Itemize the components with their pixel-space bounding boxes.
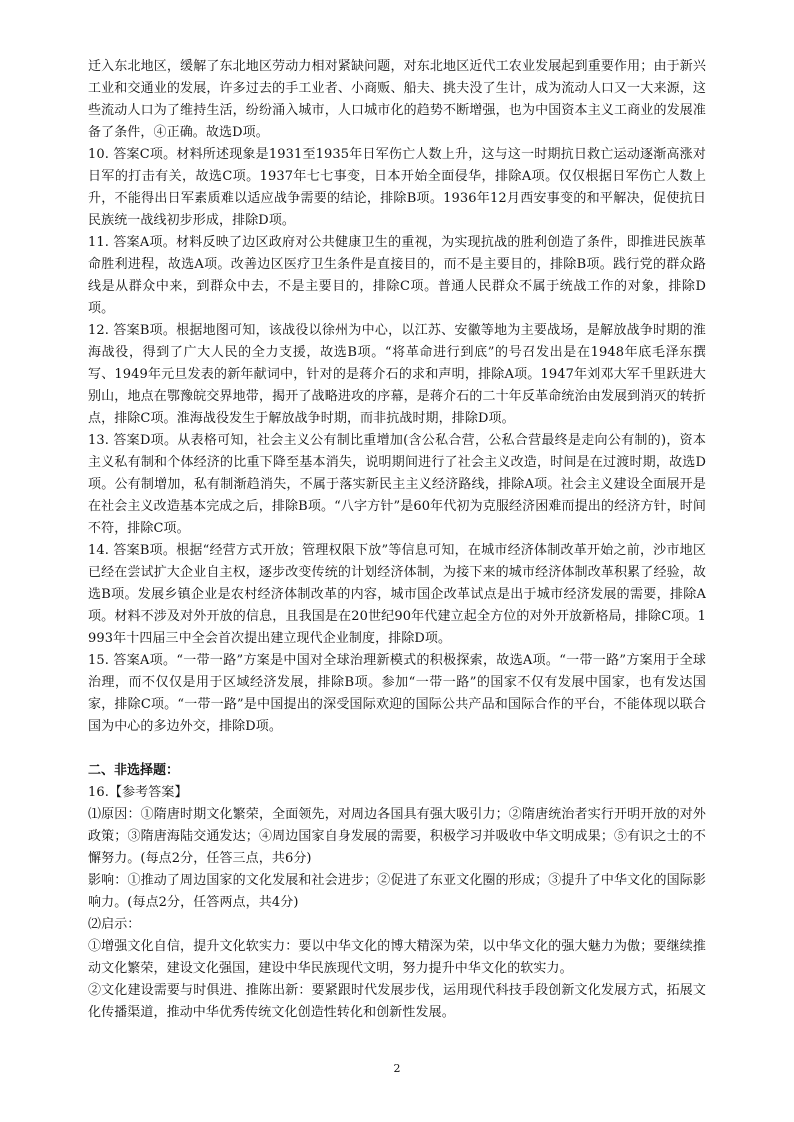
answer-13: 13. 答案D项。从表格可知，社会主义公有制比重增加(含公私合营，公私合营最终是走向公有制的)，资本主义私有制和个体经济的比重下降至基本消失，说明期间进行了社会主义改造，时间是在过渡时期，故选D项。公有制增加，私有制渐趋消失，不属于落实新民主主义经济路线，排除A项。社会主义建设全面展开是在社会主义改造基本完成之后，排除B项。“八字方针”是60年代初为克服经济困难而提出的经济方针，时间不符，排除C项。 — [88, 433, 706, 536]
answer-16-insight-1: ①增强文化自信，提升文化软实力：要以中华文化的博大精深为荣，以中华文化的强大魅力为傲；要继续推动文化繁荣，建设文化强国，建设中华民族现代文明，努力提升中华文化的软实力。 — [88, 939, 706, 976]
answer-16-insight-2: ②文化建设需要与时俱进、推陈出新：要紧跟时代发展步伐，运用现代科技手段创新文化发展方式，拓展文化传播渠道，推动中华优秀传统文化创造性转化和创新性发展。 — [88, 983, 706, 1020]
answer-14: 14. 答案B项。根据“经营方式开放；管理权限下放”等信息可知，在城市经济体制改革开始之前，沙市地区已经在尝试扩大企业自主权，逐步改变传统的计划经济体制，为接下来的城市经济体制改革积累了经验，故选B项。发展乡镇企业是农村经济体制改革的内容，城市国企改革试点是出于城市经济发展的需要，排除A项。材料不涉及对外开放的信息，且我国是在20世纪90年代建立起全方位的对外开放新格局，排除C项。1993年十四届三中全会首次提出建立现代企业制度，排除D项。 — [88, 543, 706, 646]
answer-16-impact: 影响：①推动了周边国家的文化发展和社会进步；②促进了东亚文化圈的形成；③提升了中华文化的国际影响力。(每点2分，任答两点，共4分) — [88, 873, 706, 910]
answer-11: 11. 答案A项。材料反映了边区政府对公共健康卫生的重视，为实现抗战的胜利创造了条件，即推进民族革命胜利进程，故选A项。改善边区医疗卫生条件是直接目的，而不是主要目的，排除B项。践行党的群众路线是从群众中来，到群众中去，不是主要目的，排除C项。普通人民群众不属于统战工作的对象，排除D项。 — [88, 235, 706, 316]
answer-16-insight-heading: ⑵启示： — [88, 917, 141, 932]
page-content — [88, 56, 706, 1024]
section-title: 二、非选择题： — [88, 763, 180, 778]
answer-12: 12. 答案B项。根据地图可知，该战役以徐州为中心，以江苏、安徽等地为主要战场，是解放战争时期的淮海战役，得到了广大人民的全力支援，故选B项。“将革命进行到底”的号召发出是在1948年底毛泽东撰写、1949年元旦发表的新年献词中，针对的是蒋介石的求和声明，排除A项。1947年刘邓大军千里跃进大别山，地点在鄂豫皖交界地带，揭开了战略进攻的序幕，是蒋介石的二十年反革命统治由发展到消灭的转折点，排除C项。淮海战役发生于解放战争时期，而非抗战时期，排除D项。 — [88, 323, 706, 426]
page-number: 2 — [393, 1062, 401, 1075]
answer-16-reasons: ⑴原因：①隋唐时期文化繁荣，全面领先，对周边各国具有强大吸引力；②隋唐统治者实行开明开放的对外政策；③隋唐海陆交通发达；④周边国家自身发展的需要，积极学习并吸收中华文明成果；⑤有识之士的不懈努力。(每点2分，任答三点，共6分) — [88, 807, 706, 866]
answer-10: 10. 答案C项。材料所述现象是1931至1935年日军伤亡人数上升，这与这一时期抗日救亡运动逐渐高涨对日军的打击有关，故选C项。1937年七七事变，日本开始全面侵华，排除A项。仅仅根据日军伤亡人数上升，不能得出日军素质难以适应战争需要的结论，排除B项。1936年12月西安事变的和平解决，促使抗日民族统一战线初步形成，排除D项。 — [88, 147, 706, 228]
section-gap — [88, 738, 706, 760]
answer-16-heading: 16.【参考答案】 — [88, 785, 188, 800]
paragraph-continuation: 迁入东北地区，缓解了东北地区劳动力相对紧缺问题，对东北地区近代工农业发展起到重要作用；由于新兴工业和交通业的发展，许多过去的手工业者、小商贩、船夫、挑夫没了生计，成为流动人口又一大来源，这些流动人口为了维持生活，纷纷涌入城市，人口城市化的趋势不断增强，也为中国资本主义工商业的发展准备了条件，④正确。故选D项。 — [88, 59, 706, 140]
answer-15: 15. 答案A项。“一带一路”方案是中国对全球治理新模式的积极探索，故选A项。“一带一路”方案用于全球治理，而不仅仅是用于区域经济发展，排除B项。参加“一带一路”的国家不仅有发展中国家，也有发达国家，排除C项。“一带一路”是中国提出的深受国际欢迎的国际公共产品和国际合作的平台，不能体现以联合国为中心的多边外交，排除D项。 — [88, 653, 706, 734]
